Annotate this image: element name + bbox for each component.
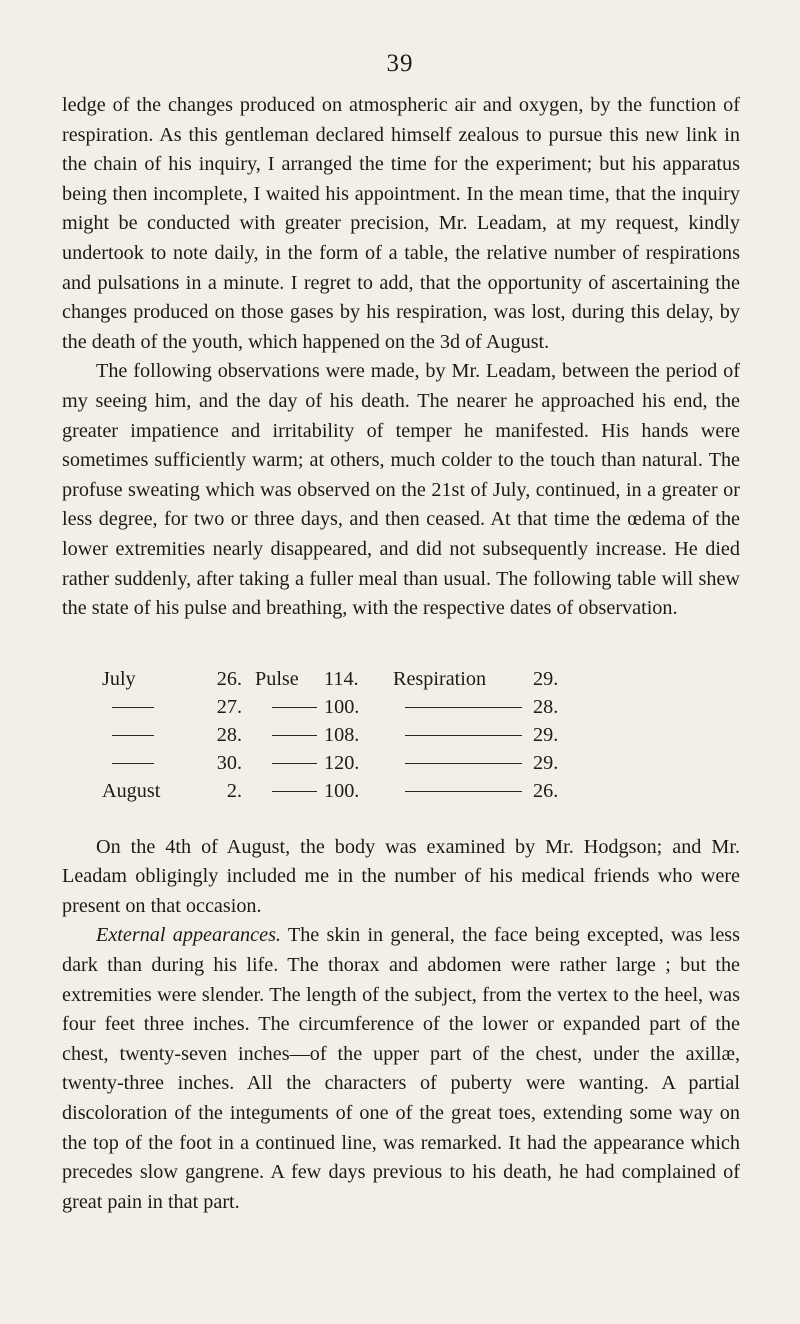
table-row (102, 777, 740, 805)
day-cell: 27. (216, 695, 242, 718)
pulse-cell: 100. (324, 695, 360, 718)
day-cell: 28. (216, 723, 242, 746)
table-row (102, 749, 740, 777)
ditto-rule (272, 791, 317, 792)
month-cell: August (102, 779, 161, 802)
ditto-rule (112, 763, 154, 764)
day-cell: 2. (226, 779, 242, 802)
ditto-rule (112, 707, 154, 708)
ditto-rule (272, 735, 317, 736)
page-number: 39 (386, 50, 414, 77)
observation-table (102, 665, 740, 805)
table-row (102, 693, 740, 721)
ditto-rule (112, 735, 154, 736)
respiration-cell: 29. (533, 667, 559, 690)
ditto-rule (272, 763, 317, 764)
pulse-label: Pulse (255, 667, 299, 690)
pulse-cell: 120. (324, 751, 360, 774)
ditto-rule (272, 707, 317, 708)
ditto-rule (405, 735, 522, 736)
table-row (102, 721, 740, 749)
ditto-rule (405, 707, 522, 708)
paragraph-2: The following observations were made, by Mr. Leadam, between the period of my seeing him, and the day of his death. The nearer he approached his end, the greater impatience and irritability of temper he manifested. His hands were sometimes sufficiently warm; at others, much colder to the touch than natural. The profuse sweating which was observed on the 21st of July, continued, in a greater or less degree, for two or three days, and then ceased. At that time the œdema of the lower extremities nearly disappeared, and did not subsequently increase. He died rather suddenly, after taking a fuller meal than usual. The following table will shew the state of his pulse and breathing, with the respective dates of observation. (62, 360, 740, 620)
page-body (62, 91, 740, 1217)
paragraph-3: On the 4th of August, the body was examined by Mr. Hodgson; and Mr. Leadam obligingly included me in the number of his medical friends who were present on that occasion. (62, 835, 740, 917)
day-cell: 30. (216, 751, 242, 774)
day-cell: 26. (216, 667, 242, 690)
respiration-cell: 28. (533, 695, 559, 718)
pulse-cell: 114. (324, 667, 359, 690)
respiration-cell: 29. (533, 723, 559, 746)
ditto-rule (405, 791, 522, 792)
paragraph-1: ledge of the changes produced on atmospheric air and oxygen, by the function of respiration. As this gentleman declared himself zealous to pursue this new link in the chain of his inquiry, I arranged the time for the experiment; but his apparatus being then incomplete, I waited his appointment. In the mean time, that the inquiry might be conducted with greater precision, Mr. Leadam, at my request, kindly undertook to note daily, in the form of a table, the relative number of respirations and pulsations in a minute. I regret to add, that the opportunity of ascertaining the changes produced on those gases by his respiration, was lost, during this delay, by the death of the youth, which happened on the 3d of August. (62, 94, 740, 353)
pulse-cell: 100. (324, 779, 360, 802)
respiration-cell: 29. (533, 751, 559, 774)
respiration-cell: 26. (533, 779, 559, 802)
respiration-label: Respiration (393, 667, 487, 690)
month-cell: July (102, 667, 136, 690)
section-heading: External appearances. (96, 924, 281, 947)
paragraph-4-text: The skin in general, the face being excepted, was less dark than during his life. The thorax and abdomen were rather large ; but the extremities were slender. The length of the subject, from the vertex to the heel, was four feet three inches. The circumference of the lower or expanded part of the chest, twenty-seven inches—of the upper part of the chest, under the axillæ, twenty-three inches. All the characters of puberty were wanting. A partial discoloration of the integuments of one of the great toes, extending some way on the top of the foot in a continued line, was remarked. It had the appearance which precedes slow gangrene. A few days previous to his death, he had complained of great pain in that part. (62, 924, 740, 1213)
paragraph-4 (62, 921, 740, 1217)
ditto-rule (405, 763, 522, 764)
table-row (102, 665, 740, 693)
pulse-cell: 108. (324, 723, 360, 746)
